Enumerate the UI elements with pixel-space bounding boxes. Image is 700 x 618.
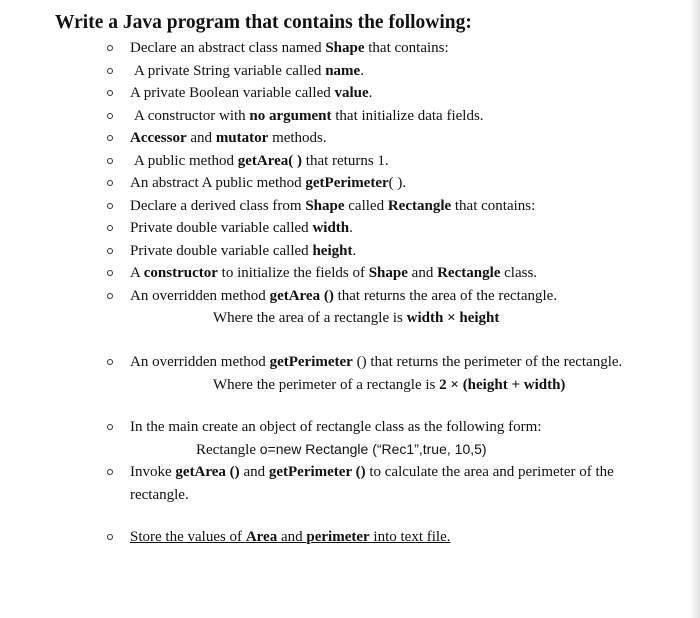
bullet-icon <box>107 180 113 186</box>
perimeter-formula: Where the perimeter of a rectangle is 2 × (height + width) <box>213 376 566 393</box>
page-edge-shadow <box>690 0 700 618</box>
requirement-list <box>55 351 675 374</box>
bullet-icon <box>107 469 113 475</box>
list-item: A constructor with no argument that initialize data fields. <box>55 105 675 128</box>
bullet-icon <box>107 424 113 430</box>
page-title: Write a Java program that contains the following: <box>55 12 472 33</box>
list-item: An overridden method getPerimeter () that returns the perimeter of the rectangle. <box>55 351 675 374</box>
bullet-icon <box>107 203 113 209</box>
assignment-text <box>55 9 675 549</box>
list-item: A public method getArea( ) that returns 1. <box>55 150 675 173</box>
bullet-icon <box>107 45 113 51</box>
bullet-icon <box>107 68 113 74</box>
requirement-list <box>55 461 675 506</box>
requirement-list <box>55 416 675 439</box>
bullet-icon <box>107 113 113 119</box>
list-item: In the main create an object of rectangle class as the following form: <box>55 416 675 439</box>
spacer <box>55 506 675 526</box>
bullet-icon <box>107 135 113 141</box>
bullet-icon <box>107 270 113 276</box>
bullet-icon <box>107 293 113 299</box>
bullet-icon <box>107 90 113 96</box>
spacer <box>55 396 675 416</box>
spacer <box>55 329 675 351</box>
list-item: Private double variable called width. <box>55 217 675 240</box>
list-item: Declare a derived class from Shape called Rectangle that contains: <box>55 195 675 218</box>
list-item: A private Boolean variable called value. <box>55 82 675 105</box>
list-item: Private double variable called height. <box>55 240 675 263</box>
bullet-icon <box>107 534 113 540</box>
list-item: An overridden method getArea () that returns the area of the rectangle. <box>55 285 675 308</box>
object-form-line: Rectangle o=new Rectangle (“Rec1”,true, 10,5) <box>196 441 487 458</box>
bullet-icon <box>107 359 113 365</box>
list-item: A private String variable called name. <box>55 60 675 83</box>
requirement-list <box>55 37 675 307</box>
bullet-icon <box>107 158 113 164</box>
list-item: Declare an abstract class named Shape that contains: <box>55 37 675 60</box>
list-item: An abstract A public method getPerimeter( ). <box>55 172 675 195</box>
list-item: Invoke getArea () and getPerimeter () to calculate the area and perimeter of the rectangle. <box>55 461 675 506</box>
list-item: Accessor and mutator methods. <box>55 127 675 150</box>
requirement-list <box>55 526 675 549</box>
list-item: A constructor to initialize the fields of Shape and Rectangle class. <box>55 262 675 285</box>
area-formula: Where the area of a rectangle is width × height <box>213 310 500 326</box>
list-item: Store the values of Area and perimeter into text file. <box>55 526 675 549</box>
bullet-icon <box>107 225 113 231</box>
bullet-icon <box>107 248 113 254</box>
